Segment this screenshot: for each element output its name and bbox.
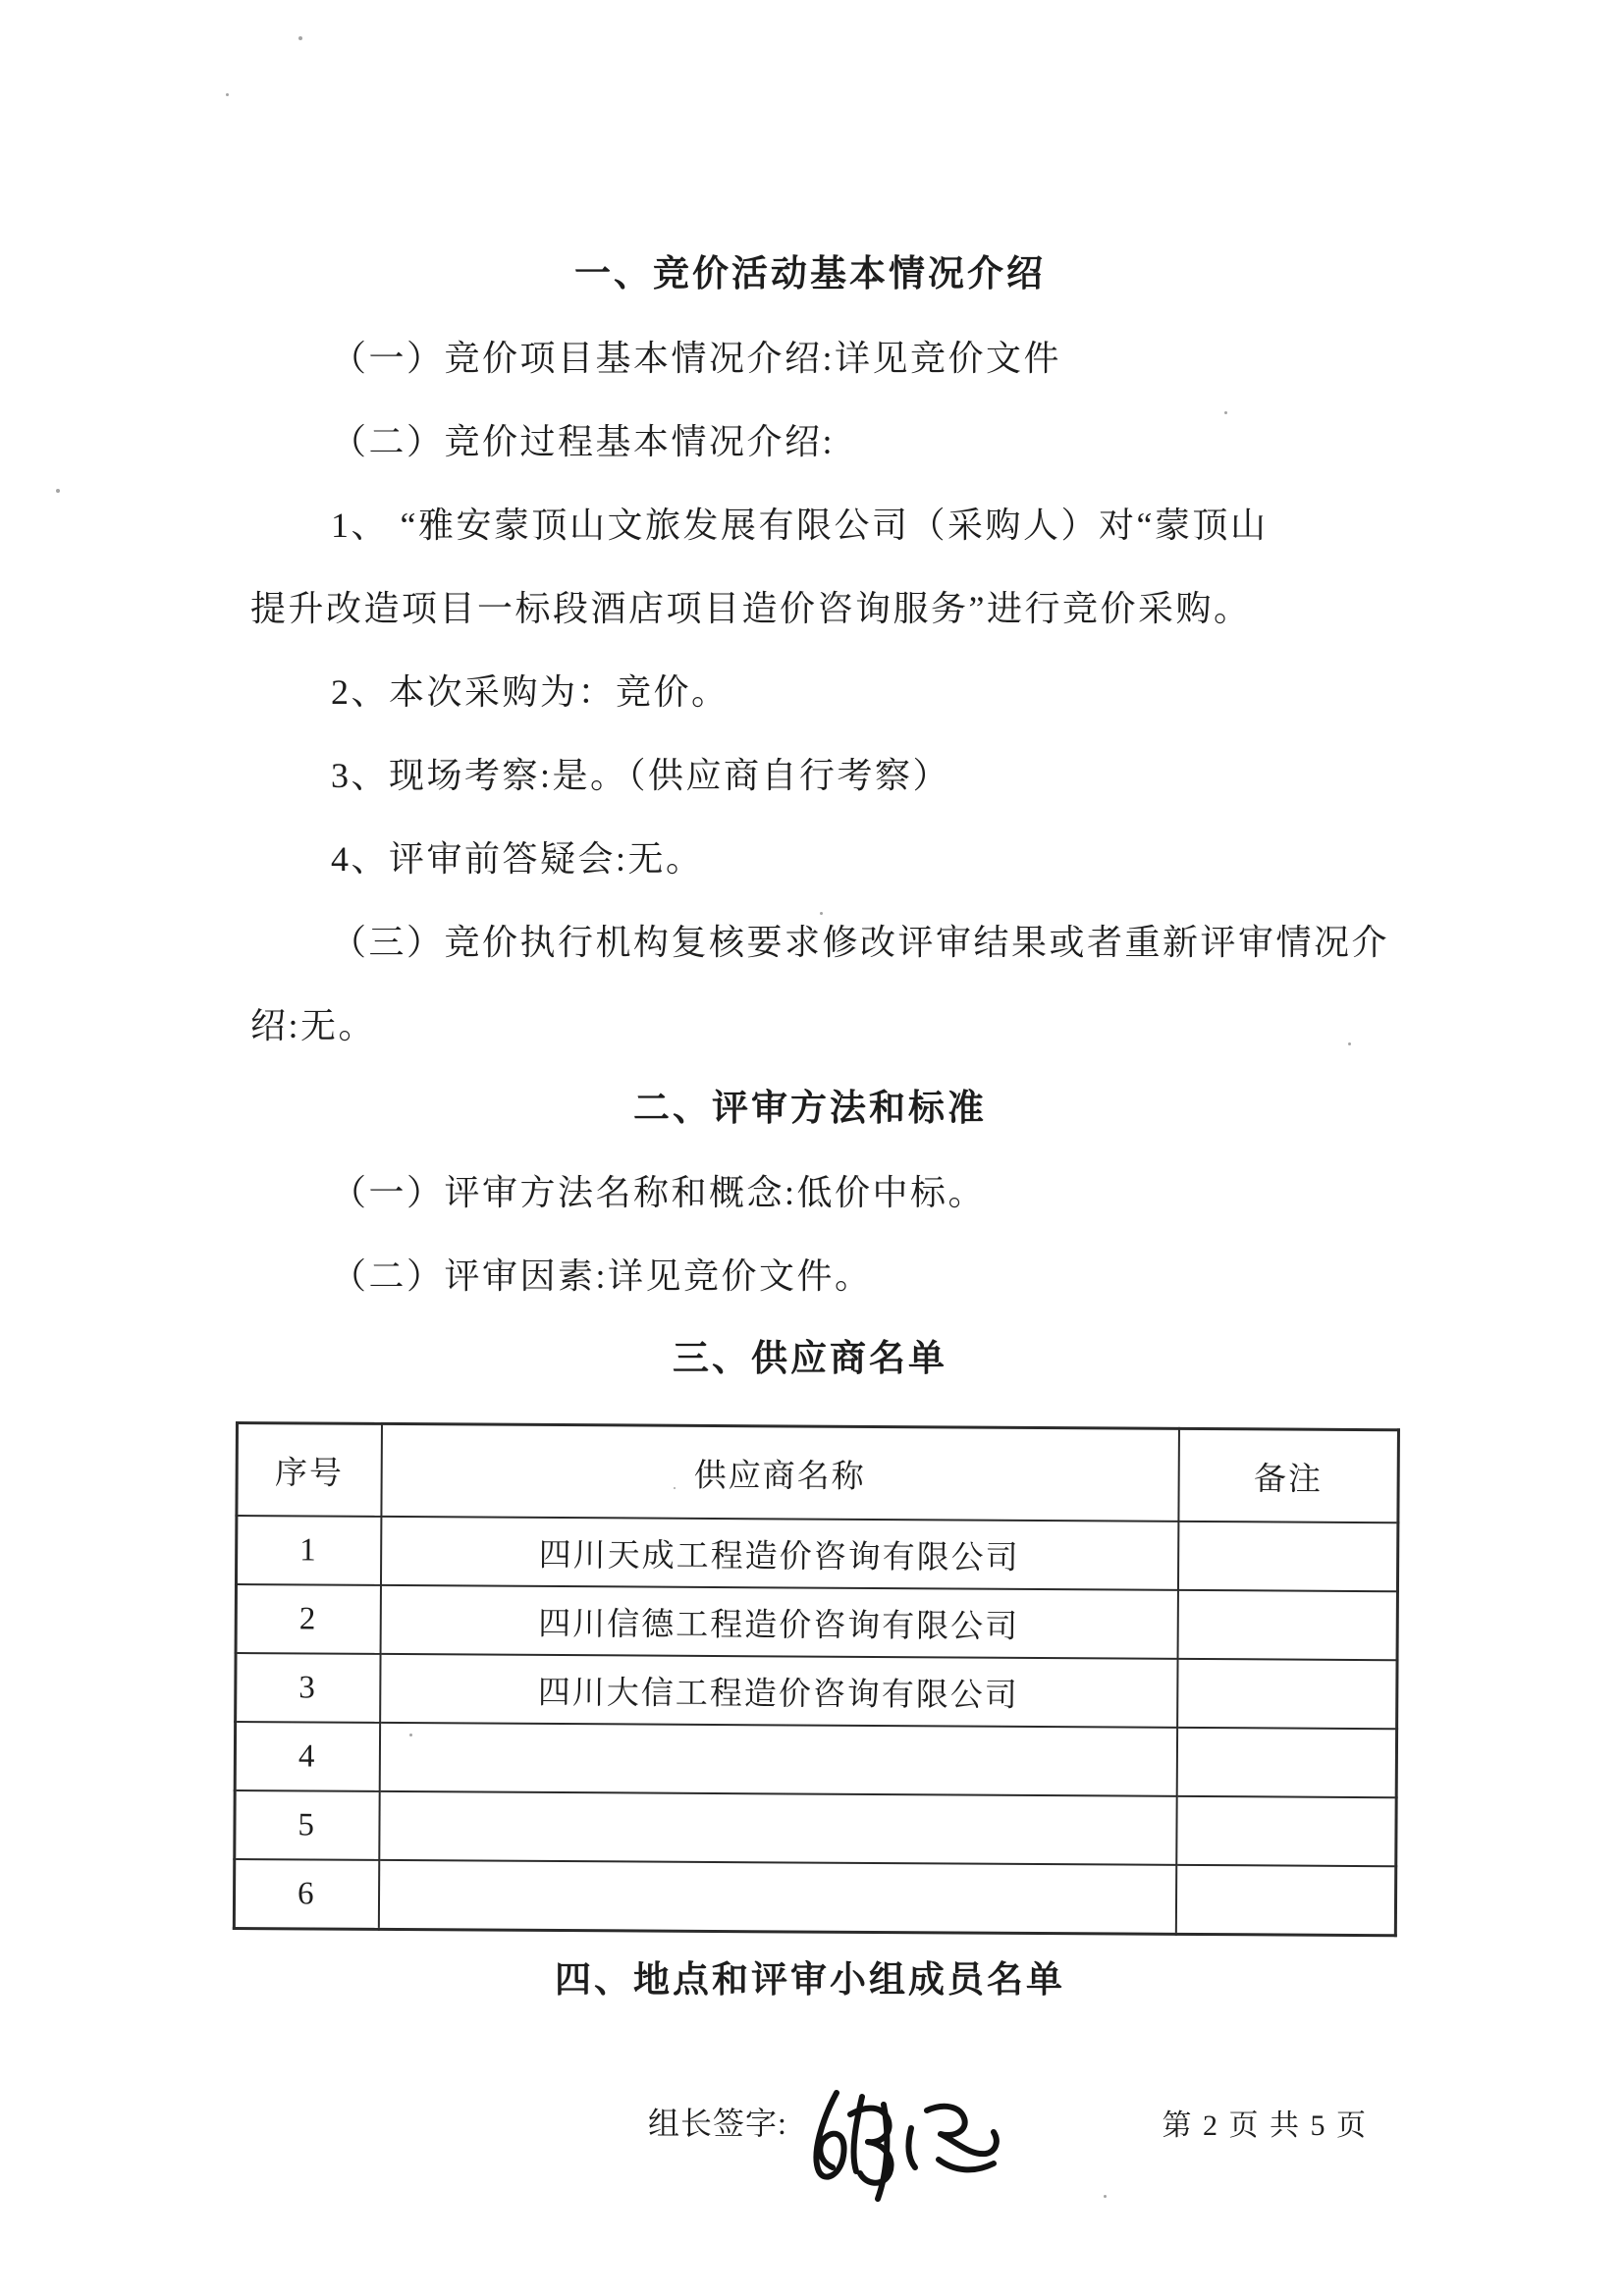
table-row [234, 1859, 1395, 1936]
page-footer [0, 2079, 1623, 2226]
section1-paragraph1-line2: 提升改造项目一标段酒店项目造价咨询服务”进行竞价采购。 [250, 589, 1252, 628]
cell-row-number: 1 [236, 1516, 380, 1585]
header-cell-supplier-name: 供应商名称 [381, 1423, 1179, 1521]
cell-supplier-name: 四川信德工程造价咨询有限公司 [380, 1585, 1177, 1659]
cell-row-number: 4 [235, 1722, 379, 1791]
scan-speck [1104, 2195, 1107, 2198]
section1-item4: 3、现场考察:是。（供应商自行考察） [331, 756, 951, 795]
scan-speck [1348, 1042, 1351, 1045]
section1-item2: （二）竞价过程基本情况介绍: [331, 422, 836, 461]
section1-paragraph2-line1: （三）竞价执行机构复核要求修改评审结果或者重新评审情况介 [331, 923, 1390, 962]
scan-speck [674, 1487, 676, 1489]
header-cell-index: 序号 [237, 1423, 382, 1517]
table-row [235, 1790, 1396, 1866]
page-number-indicator: 第 2 页 共 5 页 [1162, 2109, 1368, 2142]
cell-supplier-name: 四川大信工程造价咨询有限公司 [380, 1654, 1177, 1728]
cell-supplier-name [379, 1723, 1176, 1796]
section4-title: 四、地点和评审小组成员名单 [555, 1960, 1065, 2001]
table-row [236, 1516, 1397, 1591]
scan-speck [56, 489, 60, 493]
table-row [236, 1584, 1397, 1660]
section2-title: 二、评审方法和标准 [633, 1089, 987, 1129]
cell-note [1177, 1659, 1397, 1729]
scan-speck [409, 1734, 412, 1736]
header-cell-note: 备注 [1178, 1428, 1399, 1522]
scan-speck [226, 93, 229, 96]
section1-item5: 4、评审前答疑会:无。 [331, 839, 704, 879]
section3-title: 三、供应商名单 [673, 1339, 947, 1379]
cell-row-number: 6 [234, 1859, 378, 1929]
cell-note [1175, 1865, 1395, 1936]
scan-speck [298, 36, 302, 40]
cell-supplier-name [378, 1860, 1175, 1934]
section1-item1: （一）竞价项目基本情况介绍:详见竞价文件 [331, 339, 1062, 378]
table-row [236, 1653, 1397, 1729]
cell-note [1177, 1590, 1397, 1660]
cell-supplier-name [379, 1791, 1176, 1865]
supplier-table-header-row [237, 1423, 1399, 1523]
section2-item2: （二）评审因素:详见竞价文件。 [331, 1256, 873, 1296]
leader-signature-scribble [797, 2077, 1023, 2210]
supplier-table [233, 1421, 1400, 1937]
section1-item3: 2、本次采购为：竞价。 [331, 672, 730, 712]
document-body [250, 253, 1448, 2043]
section1-paragraph2-line2: 绍:无。 [250, 1006, 377, 1045]
cell-row-number: 5 [235, 1790, 379, 1860]
cell-row-number: 2 [236, 1584, 380, 1654]
scan-speck [1224, 411, 1227, 414]
signature-label: 组长签字: [648, 2106, 787, 2141]
cell-note [1177, 1522, 1397, 1591]
cell-row-number: 3 [236, 1653, 380, 1723]
cell-supplier-name: 四川天成工程造价咨询有限公司 [380, 1517, 1177, 1590]
scan-speck [820, 912, 823, 915]
cell-note [1176, 1728, 1396, 1797]
section2-item1: （一）评审方法名称和概念:低价中标。 [331, 1173, 987, 1212]
section1-title: 一、竞价活动基本情况介绍 [574, 254, 1046, 294]
cell-note [1176, 1796, 1396, 1866]
section1-paragraph1-line1: 1、 “雅安蒙顶山文旅发展有限公司（采购人）对“蒙顶山 [331, 506, 1269, 545]
